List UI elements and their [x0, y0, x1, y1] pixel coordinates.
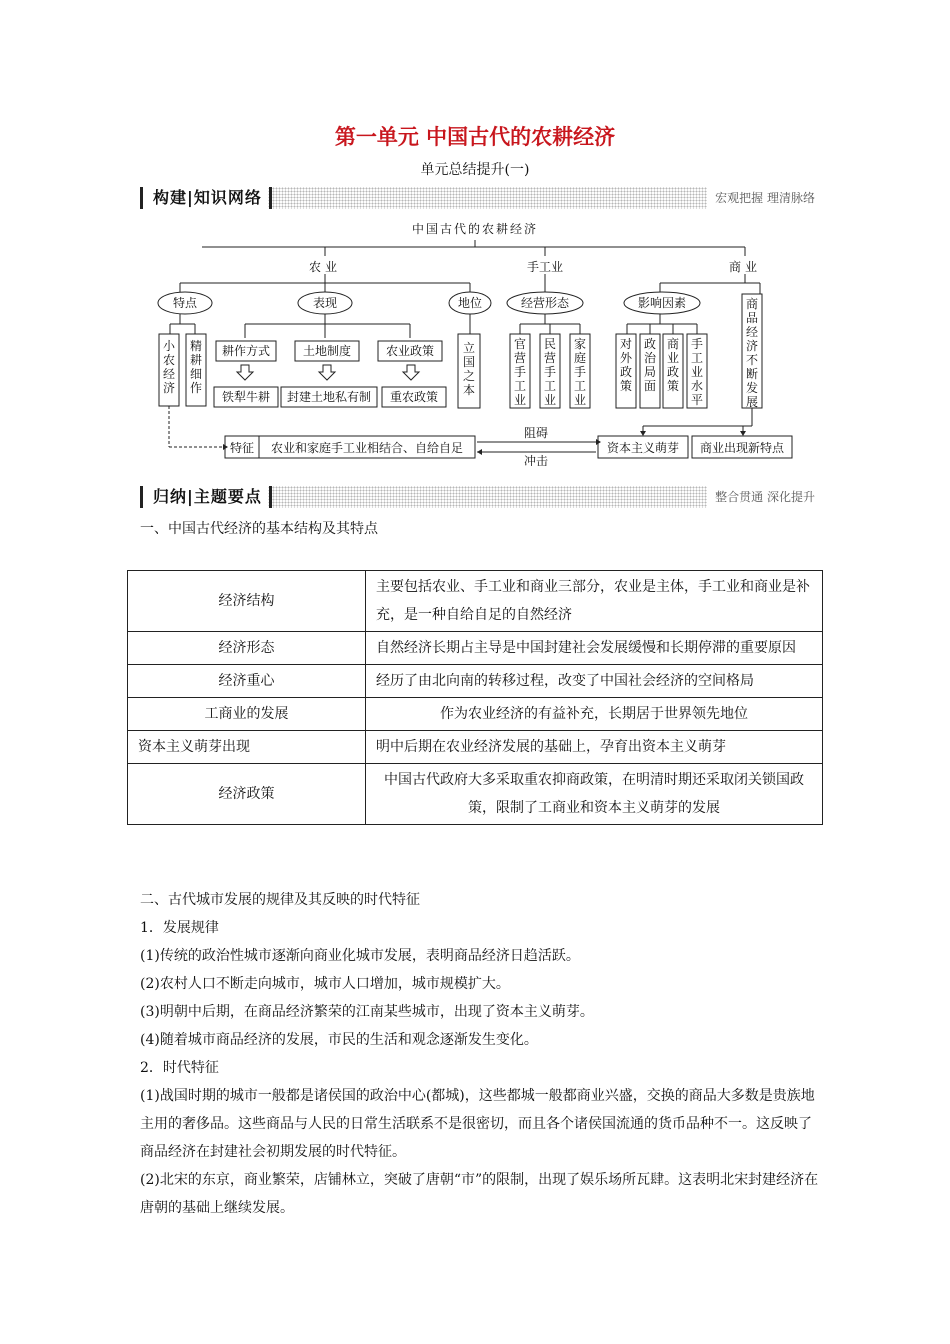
subheading-development-law: 1．发展规律: [140, 920, 219, 936]
node-trait: 特征: [229, 441, 255, 455]
node-commodity-econ: 商品经济不断发展: [745, 297, 759, 409]
list-item: (3)明朝中后期，在商品经济繁荣的江南某些城市，出现了资本主义萌芽。: [140, 1004, 594, 1020]
node-commerce: 商业: [728, 260, 762, 274]
city-development-section: [140, 886, 820, 1222]
section-label: 构建|知识网络: [140, 187, 268, 209]
table-key: 经济形态: [128, 632, 366, 665]
table-value: 主要包括农业、手工业和商业三部分，农业是主体，手工业和商业是补充，是一种自给自足的自然经济: [366, 571, 823, 632]
table-value: 作为农业经济的有益补充，长期居于世界领先地位: [366, 698, 823, 731]
node-features: 特点: [172, 296, 198, 310]
node-foreign-policy: 对外政策: [619, 337, 633, 393]
node-family: 家庭手工业: [573, 337, 587, 407]
subheading-era-features: 2．时代特征: [140, 1060, 219, 1076]
table-row: [128, 665, 823, 698]
diagram-root: 中国古代的农耕经济: [411, 222, 539, 236]
page-title: 第一单元 中国古代的农耕经济: [334, 125, 616, 149]
table-row: [128, 698, 823, 731]
node-land-system: 土地制度: [302, 344, 352, 358]
table-key: 资本主义萌芽出现: [128, 731, 366, 764]
node-handicraft: 手工业: [526, 260, 564, 274]
node-manifestation: 表现: [312, 296, 338, 310]
node-farming-method: 耕作方式: [221, 344, 271, 358]
node-intensive: 精耕细作: [189, 339, 203, 395]
node-factors: 影响因素: [637, 296, 687, 310]
node-sprouts: 资本主义萌芽: [606, 441, 680, 455]
economic-structure-table: [127, 570, 823, 825]
knowledge-network-diagram: [140, 216, 810, 466]
label-hinder: 阻碍: [523, 426, 549, 440]
table-row: [128, 731, 823, 764]
node-pro-agri: 重农政策: [389, 390, 439, 404]
table-value: 明中后期在农业经济发展的基础上，孕育出资本主义萌芽: [366, 731, 823, 764]
node-forms: 经营形态: [520, 296, 570, 310]
node-foundation: 立国之本: [462, 341, 476, 397]
page-subtitle: 单元总结提升(一): [420, 162, 530, 178]
node-commerce-policy: 商业政策: [666, 337, 680, 393]
heading-economic-structure: 一、中国古代经济的基本结构及其特点: [140, 521, 378, 537]
list-item: (2)农村人口不断走向城市，城市人口增加，城市规模扩大。: [140, 976, 510, 992]
table-row: [128, 632, 823, 665]
table-key: 经济结构: [128, 571, 366, 632]
node-status: 地位: [457, 296, 483, 310]
section-label: 归纳|主题要点: [140, 486, 268, 508]
node-trait-desc: 农业和家庭手工业相结合、自给自足: [270, 441, 464, 455]
node-private: 民营手工业: [543, 337, 557, 407]
node-new-features: 商业出现新特点: [699, 441, 785, 455]
table-value: 自然经济长期占主导是中国封建社会发展缓慢和长期停滞的重要原因: [366, 632, 823, 665]
table-key: 工商业的发展: [128, 698, 366, 731]
table-row: [128, 764, 823, 825]
node-iron-plough: 铁犁牛耕: [221, 390, 271, 404]
node-craft-level: 手工业水平: [690, 337, 704, 407]
table-value: 中国古代政府大多采取重农抑商政策，在明清时期还采取闭关锁国政策，限制了工商业和资本主义萌芽的发展: [366, 764, 823, 825]
node-political: 政治局面: [643, 337, 657, 393]
node-feudal-land: 封建土地私有制: [286, 390, 372, 404]
list-item: (4)随着城市商品经济的发展，市民的生活和观念逐渐发生变化。: [140, 1032, 538, 1048]
list-item: (1)战国时期的城市一般都是诸侯国的政治中心(都城)，这些都城一般都商业兴盛，交换的商品大多数是贵族地主用的奢侈品。这些商品与人民的日常生活联系不是很密切，而且各个诸侯国流通的货币品种不一。这反映了商品经济在封建社会初期发展的时代特征。: [140, 1088, 815, 1160]
list-item: (1)传统的政治性城市逐渐向商业化城市发展，表明商品经济日趋活跃。: [140, 948, 580, 964]
heading-city-development: 二、古代城市发展的规律及其反映的时代特征: [140, 892, 420, 908]
node-agri-policy: 农业政策: [385, 344, 435, 358]
table-key: 经济重心: [128, 665, 366, 698]
node-official: 官营手工业: [513, 337, 527, 407]
table-row: [128, 571, 823, 632]
section-bar-key-points: [140, 486, 815, 508]
label-impact: 冲击: [523, 454, 549, 466]
table-key: 经济政策: [128, 764, 366, 825]
node-agriculture: 农业: [308, 260, 342, 274]
list-item: (2)北宋的东京，商业繁荣，店铺林立，突破了唐朝“市”的限制，出现了娱乐场所瓦肆。这表明北宋封建经济在唐朝的基础上继续发展。: [140, 1172, 819, 1216]
section-bar-knowledge-network: [140, 187, 815, 209]
node-small-farm: 小农经济: [162, 339, 176, 395]
table-value: 经历了由北向南的转移过程，改变了中国社会经济的空间格局: [366, 665, 823, 698]
section-tagline: 整合贯通 深化提升: [707, 486, 815, 508]
section-tagline: 宏观把握 理清脉络: [707, 187, 815, 209]
